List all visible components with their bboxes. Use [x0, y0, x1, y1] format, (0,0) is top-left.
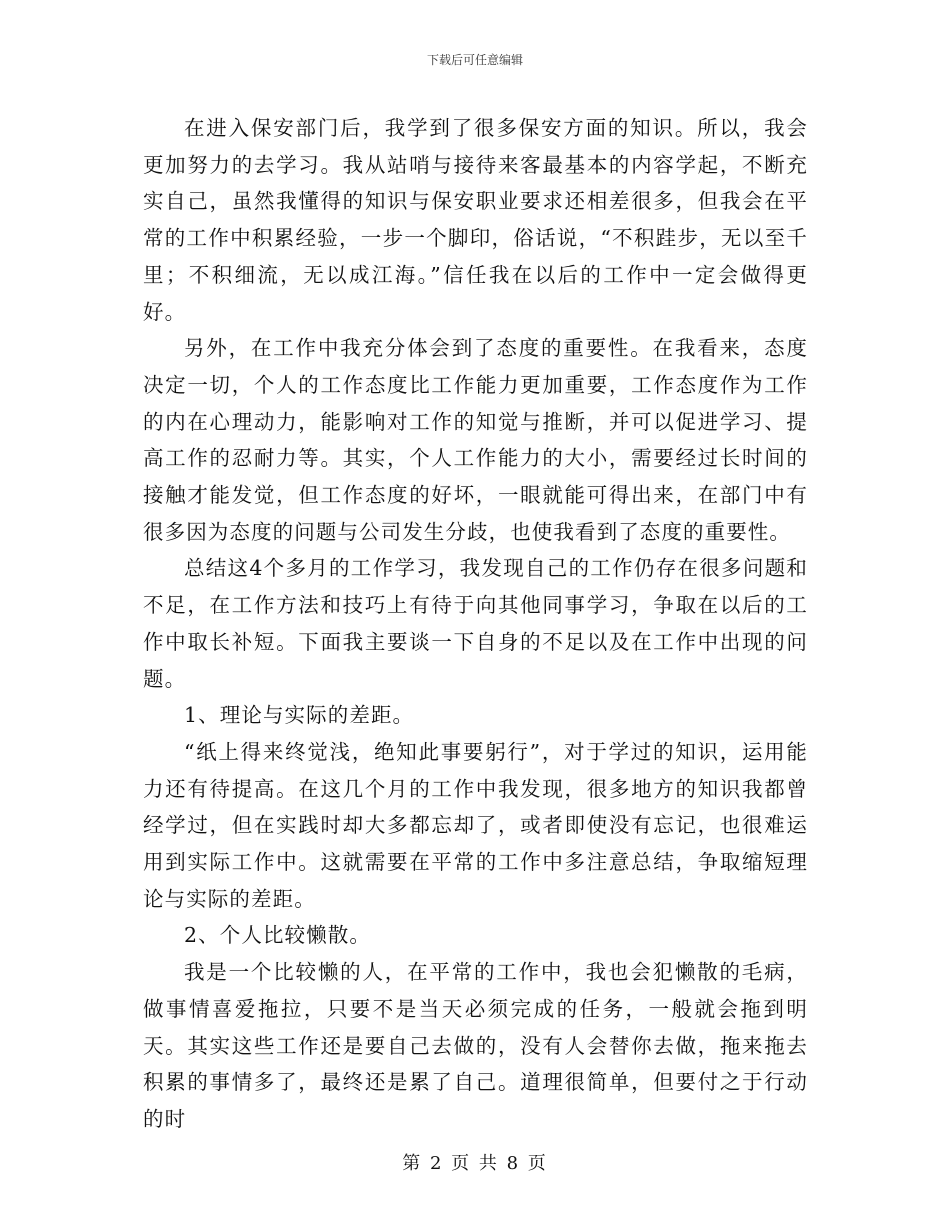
paragraph-attitude: 另外，在工作中我充分体会到了态度的重要性。在我看来，态度决定一切，个人的工作态度比工作能力更加重要，工作态度作为工作的内在心理动力，能影响对工作的知觉与推断，并可以促进学习、提高工作的忍耐力等。其实，个人工作能力的大小，需要经过长时间的接触才能发觉，但工作态度的好坏，一眼就能可得出来，在部门中有很多因为态度的问题与公司发生分歧，也使我看到了态度的重要性。 — [143, 336, 808, 544]
paragraph-security-learning: 在进入保安部门后，我学到了很多保安方面的知识。所以，我会更加努力的去学习。我从站哨与接待来客最基本的内容学起，不断充实自己，虽然我懂得的知识与保安职业要求还相差很多，但我会在平常的工作中积累经验，一步一个脚印，俗话说，“不积跬步，无以至千里；不积细流，无以成江海。”信任我在以后的工作中一定会做得更好。 — [143, 116, 808, 324]
document-body — [143, 110, 808, 1138]
heading-theory-practice-gap: 1、理论与实际的差距。 — [184, 703, 415, 728]
paragraph-laziness: 我是一个比较懒的人，在平常的工作中，我也会犯懒散的毛病，做事情喜爱拖拉，只要不是当天必须完成的任务，一般就会拖到明天。其实这些工作还是要自己去做的，没有人会替你去做，拖来拖去积累的事情多了，最终还是累了自己。道理很简单，但要付之于行动的时 — [143, 960, 808, 1131]
paragraph-summary: 总结这4个多月的工作学习，我发现自己的工作仍存在很多问题和不足，在工作方法和技巧上有待于向其他同事学习，争取在以后的工作中取长补短。下面我主要谈一下自身的不足以及在工作中出现的问题。 — [143, 556, 808, 691]
heading-laziness: 2、个人比较懒散。 — [184, 923, 371, 948]
page-number-footer: 第 2 页 共 8 页 — [402, 1153, 548, 1174]
page-header-note: 下载后可任意编辑 — [426, 53, 523, 67]
paragraph-theory-practice: “纸上得来终觉浅，绝知此事要躬行”，对于学过的知识，运用能力还有待提高。在这几个月的工作中我发现，很多地方的知识我都曾经学过，但在实践时却大多都忘却了，或者即使没有忘记，也很难运用到实际工作中。这就需要在平常的工作中多注意总结，争取缩短理论与实际的差距。 — [143, 739, 808, 911]
